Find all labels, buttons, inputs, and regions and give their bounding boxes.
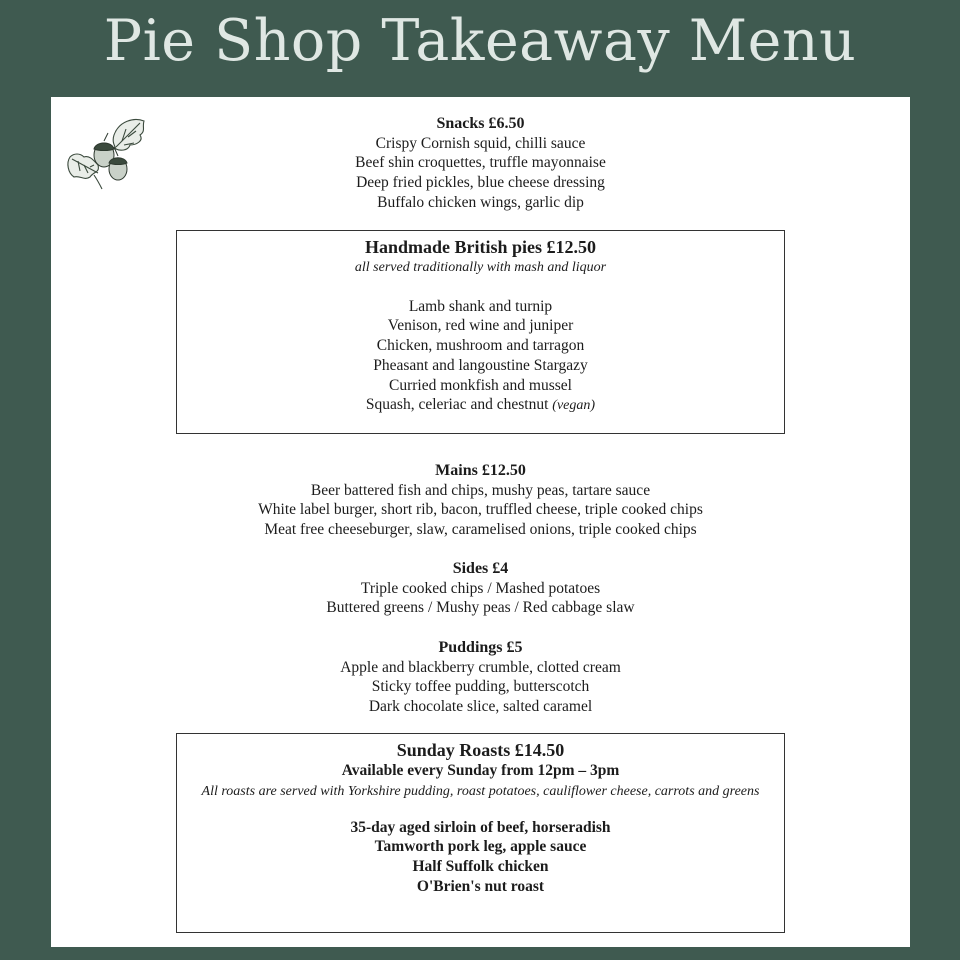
roasts-note: All roasts are served with Yorkshire pudding, roast potatoes, cauliflower cheese, carrots and greens (201, 783, 760, 799)
pie-item-vegan-row (177, 395, 784, 416)
mains-heading: Mains £12.50 (435, 462, 526, 479)
sides-item: Buttered greens / Mushy peas / Red cabbage slaw (326, 599, 635, 617)
mains-item: Beer battered fish and chips, mushy peas, tartare sauce (310, 481, 651, 499)
mains-item: White label burger, short rib, bacon, truffled cheese, triple cooked chips (258, 501, 703, 519)
puddings-heading: Puddings £5 (438, 639, 523, 656)
snacks-item: Crispy Cornish squid, chilli sauce (375, 134, 586, 152)
vegan-note: (vegan) (552, 398, 596, 414)
snacks-section (51, 114, 910, 213)
puddings-item: Sticky toffee pudding, butterscotch (371, 678, 590, 696)
sides-section (51, 559, 910, 618)
menu-sheet (51, 97, 910, 947)
pies-heading: Handmade British pies £12.50 (364, 237, 597, 257)
roast-item: Half Suffolk chicken (412, 858, 549, 876)
puddings-item: Dark chocolate slice, salted caramel (368, 698, 593, 716)
pie-item: Chicken, mushroom and tarragon (376, 337, 585, 355)
snacks-item: Beef shin croquettes, truffle mayonnaise (355, 154, 606, 172)
roasts-box (176, 733, 785, 933)
pies-subheading: all served traditionally with mash and liquor (354, 260, 607, 275)
pie-item: Lamb shank and turnip (408, 297, 553, 315)
roasts-heading: Sunday Roasts £14.50 (396, 740, 565, 760)
pie-item: Squash, celeriac and chestnut (365, 396, 549, 414)
sides-item: Triple cooked chips / Mashed potatoes (360, 579, 601, 597)
puddings-item: Apple and blackberry crumble, clotted cream (340, 658, 621, 676)
snacks-item: Deep fried pickles, blue cheese dressing (356, 174, 605, 192)
pie-item: Pheasant and langoustine Stargazy (373, 356, 588, 374)
page-title: Pie Shop Takeaway Menu (103, 8, 857, 74)
mains-item: Meat free cheeseburger, slaw, caramelised onions, triple cooked chips (264, 521, 697, 539)
roasts-availability: Available every Sunday from 12pm – 3pm (341, 762, 620, 779)
roast-item: O'Brien's nut roast (416, 877, 545, 895)
snacks-heading: Snacks £6.50 (436, 115, 525, 132)
pies-box (176, 230, 785, 434)
roast-item: Tamworth pork leg, apple sauce (374, 838, 587, 856)
sides-heading: Sides £4 (452, 560, 509, 577)
puddings-section (51, 638, 910, 717)
mains-section (51, 461, 910, 540)
pie-item: Venison, red wine and juniper (387, 317, 574, 335)
roast-item: 35-day aged sirloin of beef, horseradish (350, 818, 611, 836)
snacks-item: Buffalo chicken wings, garlic dip (377, 193, 584, 211)
pie-item: Curried monkfish and mussel (389, 376, 572, 394)
